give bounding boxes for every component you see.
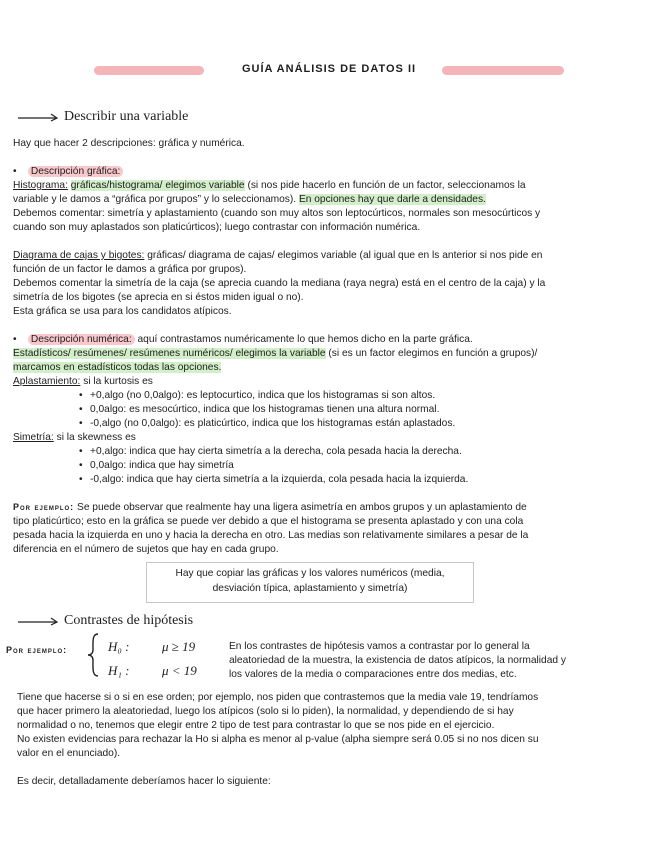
ejemplo-line-4: diferencia en el número de sujetos que hay en cada grupo. [13, 544, 279, 555]
contrastes-desc-2: aleatoriedad de la muestra, la existencia de datos atípicos, la normalidad y [229, 655, 566, 666]
page-title: GUÍA ANÁLISIS DE DATOS II [236, 63, 422, 75]
box-rest: gráficas/ diagrama de cajas/ elegimos variable (al igual que en ls anterior si nos pide en [144, 250, 543, 261]
hist-line-4: cuando son muy aplastados son platicúrticos); luego contrastar con información numérica. [13, 222, 421, 233]
ejemplo-line-3: pesada hacia la izquierda en uno y hacia la derecha en otro. Las medias son relativamente similares a pesar de la [13, 530, 529, 541]
apl-item: • 0,0algo: es mesocúrtico, indica que los histogramas tienen una altura normal. [90, 403, 439, 417]
simetria-line [13, 431, 136, 445]
hist-label: Histograma: [13, 180, 68, 191]
h1-relation: μ < 19 [162, 663, 197, 678]
box-line-2: función de un factor le damos a gráfica por grupos). [13, 264, 247, 275]
box-line-4: simetría de los bigotes (se aprecia en si éstos miden igual o no). [13, 292, 304, 303]
sim-item: • 0,0algo: indica que hay simetría [90, 459, 234, 473]
section-heading-contrastes [18, 614, 193, 628]
contrastes-ejemplo-label: Por ejemplo: [6, 645, 68, 655]
note-line-1: Hay que copiar las gráficas y los valores numéricos (media, [175, 568, 445, 579]
arrow-right-icon [18, 112, 60, 122]
apl-item: • -0,algo (no 0,0algo): es platicúrtico, indica que los histogramas están aplastados. [90, 417, 455, 431]
numerica-line-3 [13, 361, 221, 375]
box-line-3: Debemos comentar la simetría de la caja (se aprecia cuando la mediana (raya negra) está en el centro de la caja) y la [13, 278, 546, 289]
h0-relation: μ ≥ 19 [162, 639, 196, 654]
contrastes-p1: Tiene que hacerse si o si en ese orden; por ejemplo, nos piden que contrastemos que la media vale 19, tendríamos [17, 692, 539, 703]
apl-item: • +0,algo (no 0,0algo): es leptocurtico, indica que los histogramas si son altos. [90, 389, 435, 403]
brace-icon [86, 632, 102, 678]
numerica-line-2 [13, 347, 537, 361]
h1-symbol: H₁ : [108, 663, 130, 678]
intro-text: Hay que hacer 2 descripciones: gráfica y numérica. [13, 138, 245, 149]
note-line-2: desviación típica, aplastamiento y simetría) [212, 583, 408, 594]
numerica-bullet: Descripción numérica: [28, 334, 135, 345]
title-banner [94, 62, 564, 78]
arrow-right-icon [18, 616, 60, 626]
numerica-bullet-rest: aquí contrastamos numéricamente lo que hemos dicho en la parte gráfica. [134, 334, 473, 345]
simetria-label: Simetría: [13, 432, 54, 443]
hist-line-1 [13, 179, 526, 193]
numerica-bullet-line: • Descripción numérica: aquí contrastamos numéricamente lo que hemos dicho en la parte gráfica. [13, 334, 473, 345]
section-title: Describir una variable [64, 109, 189, 124]
section-title: Contrastes de hipótesis [64, 613, 194, 628]
section-heading-describir [18, 110, 188, 124]
sim-item: • -0,algo: indica que hay cierta simetría a la izquierda, cola pesada hacia la izquierda. [90, 473, 468, 487]
simetria-rest: si la skewness es [53, 432, 136, 443]
hist-path: gráficas/histograma/ elegimos variable [70, 180, 245, 191]
ejemplo-line-1 [13, 501, 527, 515]
box-line-5: Esta gráfica se usa para los candidatos atípicos. [13, 306, 232, 317]
hist-line-2a: variable y le damos a “gráfica por grupos” y lo seleccionamos). [13, 194, 297, 205]
contrastes-desc-1: En los contrastes de hipótesis vamos a contrastar por lo general la [229, 641, 530, 652]
numerica-line-2-rest: (si es un factor elegimos en función a grupos)/ [325, 348, 538, 359]
contrastes-p4: No existen evidencias para rechazar la Ho si alpha es menor al p-value (alpha siempre será 0.05 si no nos dicen su [17, 734, 539, 745]
aplastamiento-rest: si la kurtosis es [80, 376, 153, 387]
grafica-bullet-line: • Descripción gráfica: [13, 165, 123, 179]
numerica-line-3-text: marcamos en estadísticos todas las opciones. [13, 362, 222, 373]
hist-line-2b: En opciones hay que darle a densidades. [298, 194, 486, 205]
contrastes-p3: normalidad o no, tenemos que elegir entre 2 tipo de test para contrastar lo que se nos pide en el ejercicio. [17, 720, 495, 731]
numerica-path: Estadísticos/ resúmenes/ resúmenes numéricos/ elegimos la variable [13, 348, 326, 359]
contrastes-p2: que hacer primero la aleatoriedad, luego los atípicos (solo si lo piden), la normalidad, y dependiendo de si hay [17, 706, 514, 717]
hist-line-3: Debemos comentar: simetría y aplastamiento (cuando son muy altos son leptocúrticos, normales son mesocúrticos y [13, 208, 541, 219]
sim-item: • +0,algo: indica que hay cierta simetría a la derecha, cola pesada hacia la derecha. [90, 445, 462, 459]
ejemplo-line-2: tipo platicúrtico; esto en la gráfica se puede ver debido a que el histograma se presenta aplastado y con una cola [13, 516, 524, 527]
contrastes-p6: Es decir, detalladamente deberíamos hacer lo siguiente: [17, 776, 271, 787]
hist-rest: (si nos pide hacerlo en función de un factor, seleccionamos la [244, 180, 526, 191]
hist-line-2 [13, 193, 486, 207]
aplastamiento-line [13, 375, 153, 389]
contrastes-desc-3: los valores de la media o comparaciones entre dos medias, etc. [229, 669, 517, 680]
grafica-bullet: Descripción gráfica: [28, 166, 123, 177]
contrastes-p5: valor en el enunciado). [17, 748, 121, 759]
aplastamiento-label: Aplastamiento: [13, 376, 81, 387]
ejemplo-label: Por ejemplo: [13, 502, 75, 512]
h0-symbol: H₀ : [108, 639, 130, 654]
box-line-1 [13, 249, 542, 263]
box-label: Diagrama de cajas y bigotes: [13, 250, 145, 261]
note-box [146, 562, 474, 603]
ejemplo-text: Se puede observar que realmente hay una ligera asimetría en ambos grupos y un aplastamiento de [74, 502, 527, 513]
